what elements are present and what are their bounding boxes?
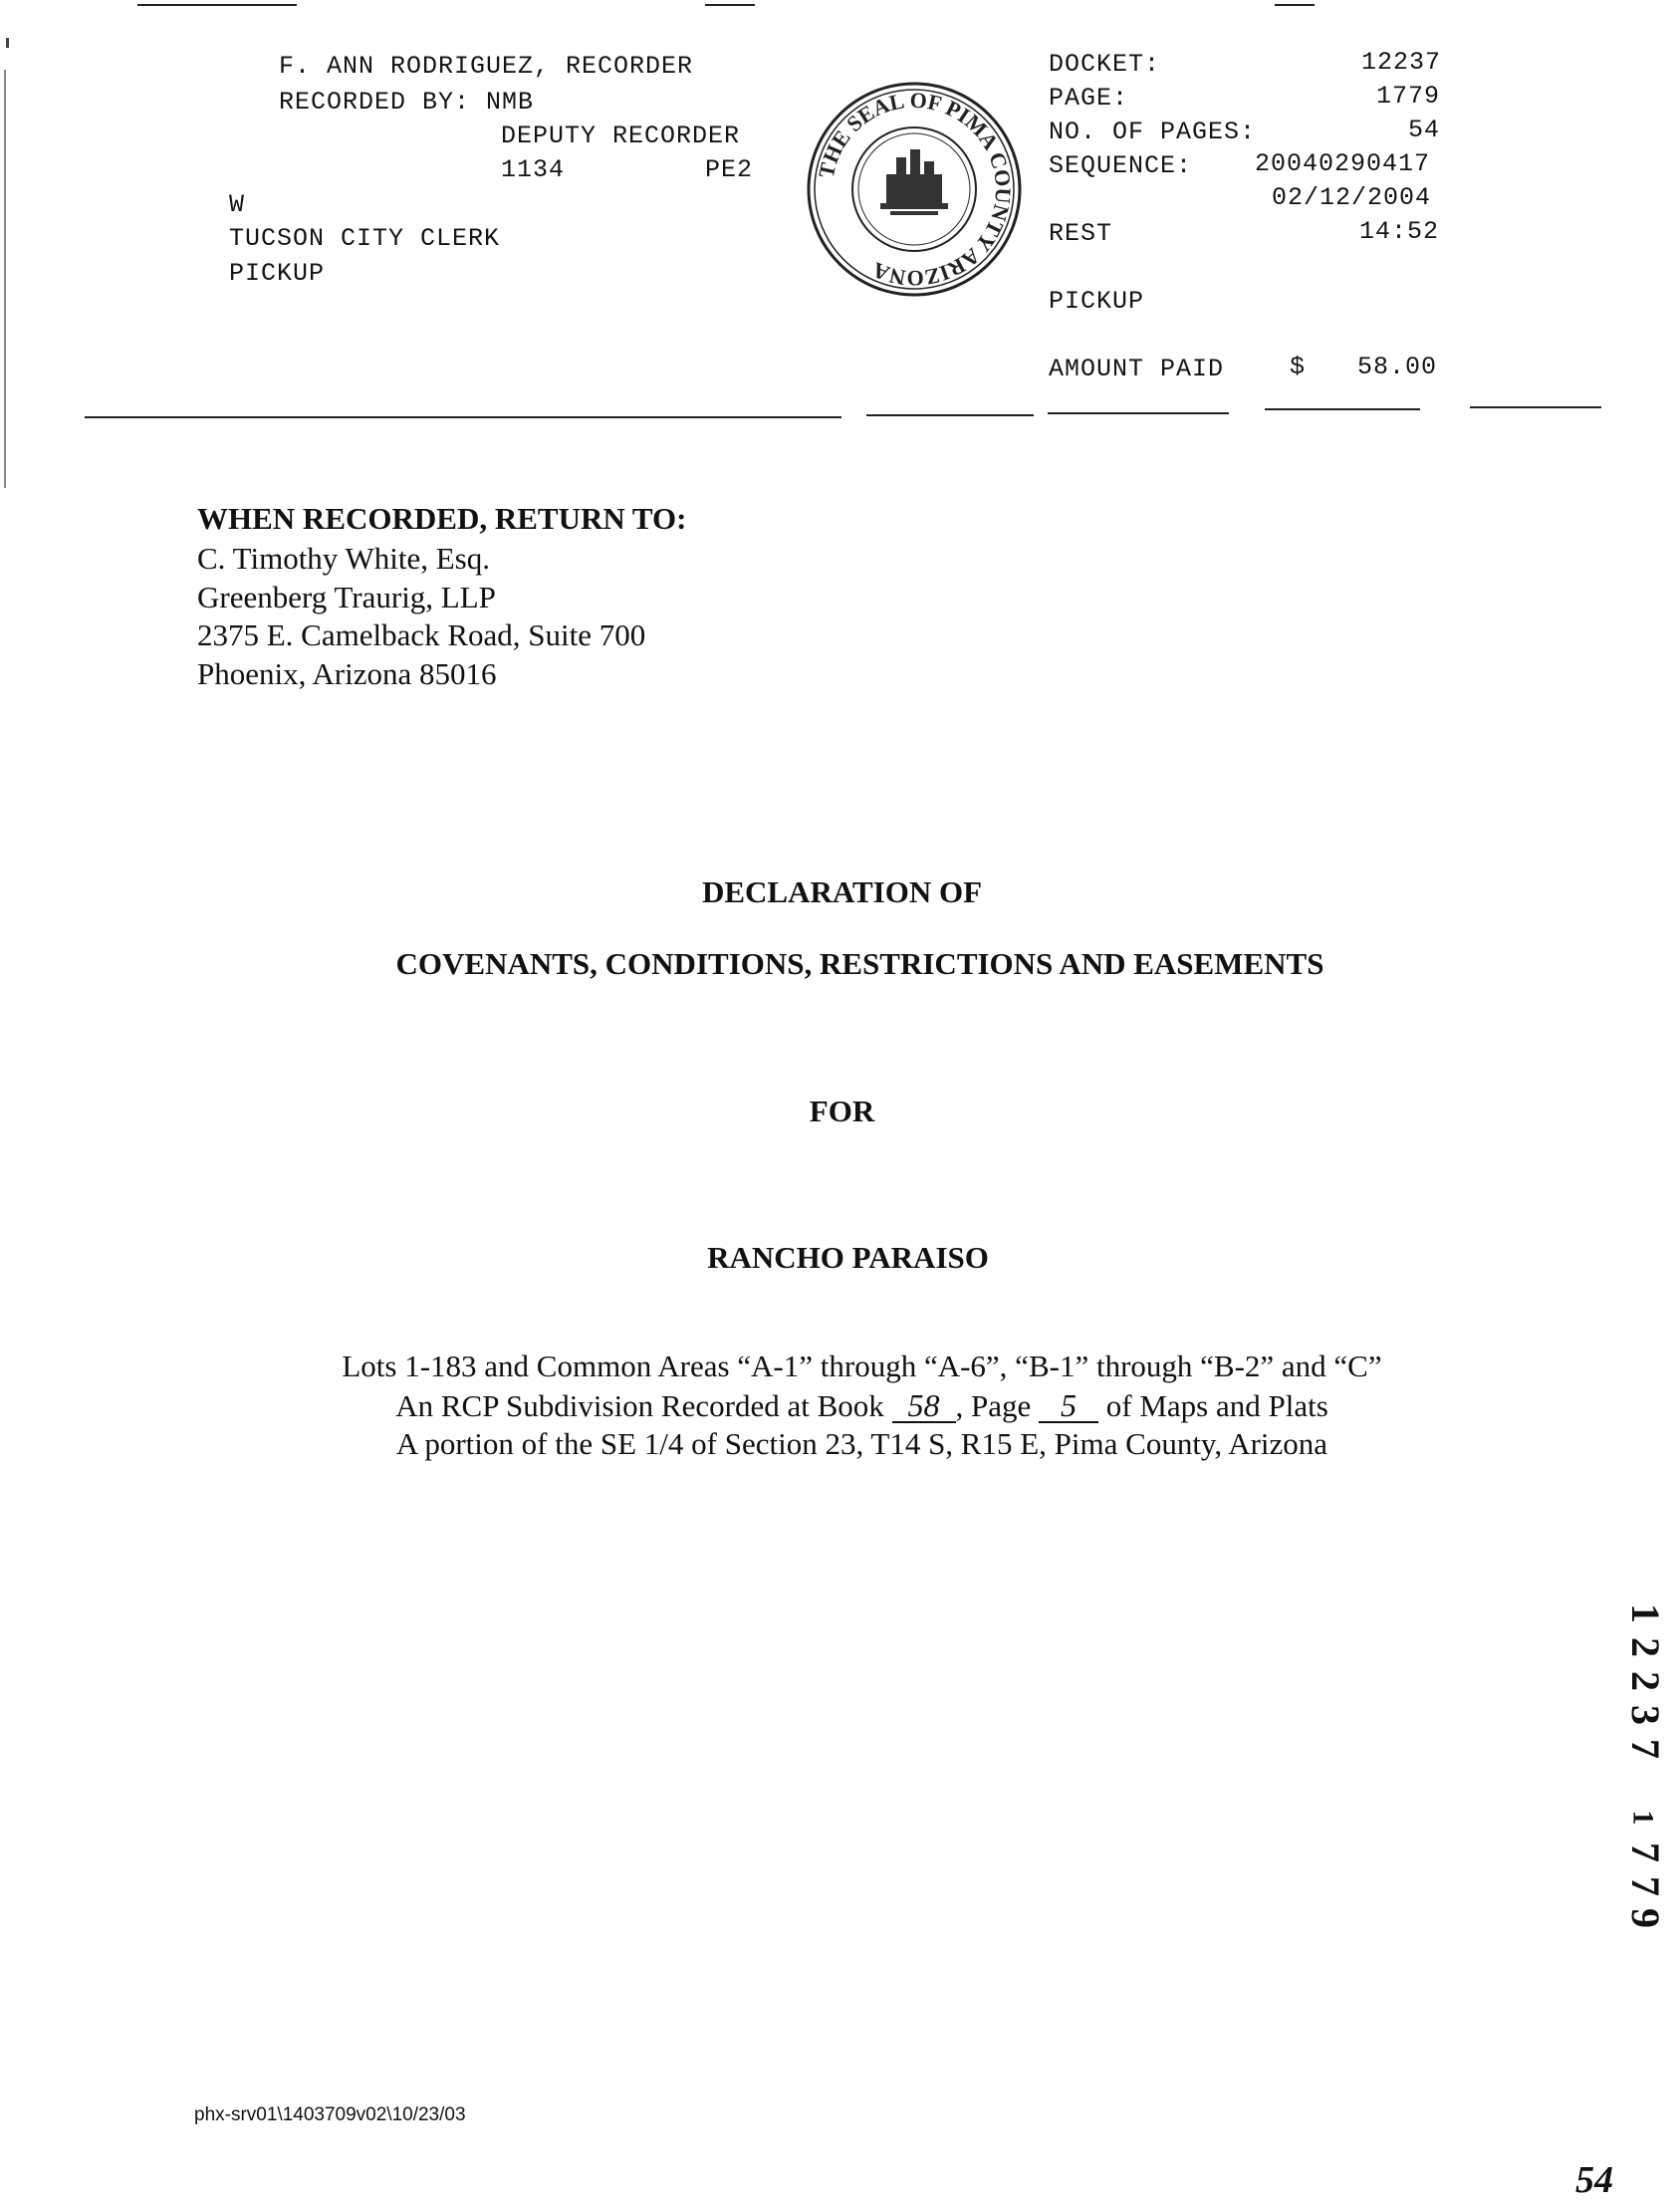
rest-label: REST bbox=[1049, 219, 1113, 248]
margin-mark bbox=[6, 38, 9, 48]
title-project-name: RANCHO PARAISO bbox=[707, 1240, 989, 1275]
page-value: 1779 bbox=[1376, 82, 1441, 111]
top-rule-right bbox=[1275, 4, 1315, 6]
date-value: 02/12/2004 bbox=[1272, 183, 1432, 212]
currency-symbol: $ bbox=[1290, 353, 1307, 381]
deputy-recorder: DEPUTY RECORDER bbox=[501, 122, 741, 150]
stamp-digit: 1 bbox=[1623, 1603, 1668, 1623]
side-stamp bbox=[1623, 1594, 1671, 1932]
legal-line-2-mid: , Page bbox=[955, 1388, 1032, 1423]
docket-value: 12237 bbox=[1361, 48, 1442, 77]
seal-building-icon bbox=[880, 149, 948, 215]
page-number: 5 bbox=[1039, 1389, 1098, 1423]
return-to-line-2: Greenberg Traurig, LLP bbox=[197, 580, 496, 614]
stamp-digit: 1 bbox=[1626, 1810, 1660, 1826]
recorder-name: F. ANN RODRIGUEZ, RECORDER bbox=[279, 52, 694, 81]
return-to-line-1: C. Timothy White, Esq. bbox=[197, 541, 490, 576]
client-name: TUCSON CITY CLERK bbox=[229, 224, 501, 253]
legal-line-1: Lots 1-183 and Common Areas “A-1” through “A-6”, “B-1” through “B-2” and “C” bbox=[342, 1349, 1382, 1383]
book-number: 58 bbox=[892, 1389, 956, 1423]
handwritten-page-number: 54 bbox=[1575, 2159, 1613, 2201]
recorded-by: RECORDED BY: NMB bbox=[279, 88, 535, 117]
separator-rule-3 bbox=[866, 414, 1034, 416]
docket-pickup: PICKUP bbox=[1049, 287, 1145, 316]
amount-label: AMOUNT PAID bbox=[1049, 355, 1225, 383]
top-rule-mid bbox=[705, 4, 755, 6]
time-value: 14:52 bbox=[1359, 217, 1440, 246]
stamp-digit: 9 bbox=[1623, 1908, 1668, 1928]
separator-rule-1 bbox=[85, 416, 473, 418]
stamp-digit: 2 bbox=[1623, 1671, 1668, 1691]
separator-rule-2 bbox=[473, 416, 841, 418]
legal-line-2-pre: An RCP Subdivision Recorded at Book bbox=[395, 1388, 884, 1423]
recorder-code-right: PE2 bbox=[705, 155, 754, 184]
recorder-code-left: 1134 bbox=[501, 155, 566, 184]
separator-rule-4 bbox=[1048, 412, 1229, 414]
return-to-heading: WHEN RECORDED, RETURN TO: bbox=[197, 501, 687, 536]
seal-ring-text: THE SEAL OF PIMA COUNTY ARIZONA bbox=[813, 87, 1017, 292]
pages-value: 54 bbox=[1408, 116, 1441, 144]
page-label: PAGE: bbox=[1049, 84, 1129, 113]
title-declaration: DECLARATION OF bbox=[701, 874, 983, 909]
legal-line-2-post: of Maps and Plats bbox=[1105, 1388, 1328, 1423]
sequence-value: 20040290417 bbox=[1255, 149, 1431, 178]
title-for: FOR bbox=[809, 1094, 875, 1128]
stamp-digit: 2 bbox=[1623, 1637, 1668, 1657]
docket-label: DOCKET: bbox=[1049, 50, 1161, 79]
legal-line-2 bbox=[0, 1389, 1680, 1423]
recorder-w: W bbox=[229, 190, 246, 219]
stamp-digit: 3 bbox=[1623, 1705, 1668, 1725]
stamp-digit: 7 bbox=[1623, 1842, 1668, 1862]
amount-value: 58.00 bbox=[1357, 353, 1438, 381]
seal-graphic bbox=[805, 80, 1024, 299]
stamp-digit: 7 bbox=[1623, 1739, 1668, 1759]
client-pickup: PICKUP bbox=[229, 259, 326, 288]
county-seal bbox=[805, 80, 1024, 299]
separator-rule-6 bbox=[1470, 406, 1601, 408]
file-reference: phx-srv01\1403709v02\10/23/03 bbox=[194, 2104, 466, 2125]
top-rule-left bbox=[137, 4, 297, 6]
stamp-digit: 7 bbox=[1623, 1876, 1668, 1896]
legal-line-3: A portion of the SE 1/4 of Section 23, T14 S, R15 E, Pima County, Arizona bbox=[395, 1426, 1328, 1461]
title-covenants: COVENANTS, CONDITIONS, RESTRICTIONS AND EASEMENTS bbox=[395, 946, 1324, 981]
left-margin-line bbox=[4, 70, 6, 488]
separator-rule-5 bbox=[1265, 408, 1420, 410]
return-to-line-3: 2375 E. Camelback Road, Suite 700 bbox=[197, 617, 646, 652]
return-to-line-4: Phoenix, Arizona 85016 bbox=[197, 656, 497, 691]
pages-label: NO. OF PAGES: bbox=[1049, 118, 1257, 146]
sequence-label: SEQUENCE: bbox=[1049, 151, 1193, 180]
